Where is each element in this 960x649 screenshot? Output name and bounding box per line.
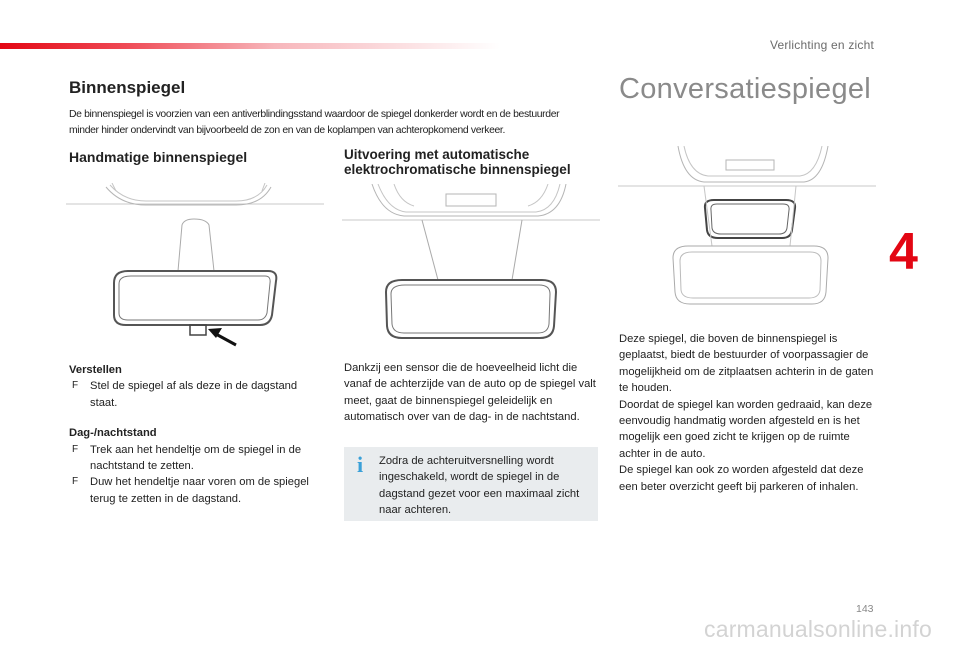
page-number: 143: [856, 603, 874, 615]
step-text: Duw het hendeltje naar voren om de spiegel terug te zetten in de dagstand.: [90, 476, 309, 505]
section-title-binnenspiegel: Binnenspiegel: [69, 78, 186, 97]
conversation-body-line-3: De spiegel kan ook zo worden afgesteld dat deze een beter overzicht geeft bij parkeren of inhalen.: [619, 464, 864, 493]
conversation-body-line-2: Doordat de spiegel kan worden gedraaid, kan deze eenvoudig handmatig worden afgesteld en is het mogelijk een goed zicht te krijgen op de ruimte achter in de auto.: [619, 398, 873, 460]
info-text: Zodra de achteruitversnelling wordt ingeschakeld, wordt de spiegel in de dagstand gezet voor een maximaal zicht naar achteren.: [379, 455, 580, 517]
section-title-handmatig: Handmatige binnenspiegel: [69, 149, 248, 165]
conversation-body: [619, 331, 877, 495]
intro-line-2: minder hinder ondervindt van bijvoorbeeld de zon en van de koplampen van achteropkomend verkeer.: [69, 124, 506, 136]
conversation-body-line-1: Deze spiegel, die boven de binnenspiegel is geplaatst, biedt de bestuurder of voorpassagier de mogelijkheid om de zitplaatsen achterin in de gaten te houden.: [619, 333, 874, 395]
verstellen-step: [69, 378, 324, 411]
dagnacht-title: Dag-/nachtstand: [69, 427, 157, 440]
step-marker: F: [72, 380, 79, 392]
section-title-conversatie: Conversatiespiegel: [619, 73, 872, 105]
manual-mirror-illustration: [66, 183, 324, 353]
chapter-title: Verlichting en zicht: [769, 38, 874, 52]
header-accent-bar: [0, 43, 500, 49]
info-box: [344, 447, 598, 521]
step-marker: F: [72, 476, 79, 488]
step-text: Trek aan het hendeltje om de spiegel in de nachtstand te zetten.: [90, 443, 302, 473]
manual-instructions: [69, 362, 324, 507]
conversation-mirror-illustration: [618, 146, 876, 308]
section-title-automatisch-line-2: elektrochromatische binnenspiegel: [344, 162, 571, 177]
watermark: carmanualsonline.info: [704, 616, 932, 642]
chapter-number: 4: [889, 223, 918, 281]
section-title-automatisch-line-1: Uitvoering met automatische: [344, 147, 530, 162]
verstellen-title: Verstellen: [69, 364, 122, 376]
automatic-body: Dankzij een sensor die de hoeveelheid licht die vanaf de achterzijde van de auto op de spiegel valt meet, gaat de binnenspiegel geleidelijk en automatisch over van de dag- in de nachtstand.: [344, 362, 596, 424]
automatic-mirror-illustration: [342, 184, 600, 344]
intro-line-1: De binnenspiegel is voorzien van een antiverblindingsstand waardoor de spiegel donkerder wordt en de bestuurder: [69, 109, 560, 120]
step-text: Stel de spiegel af als deze in de dagstand staat.: [90, 380, 298, 409]
section-title-automatisch: [344, 147, 571, 177]
dagnacht-step: [69, 474, 324, 507]
info-icon: i: [357, 452, 364, 477]
step-marker: F: [72, 443, 79, 455]
intro-text: [69, 107, 609, 138]
dagnacht-step: [69, 442, 324, 475]
